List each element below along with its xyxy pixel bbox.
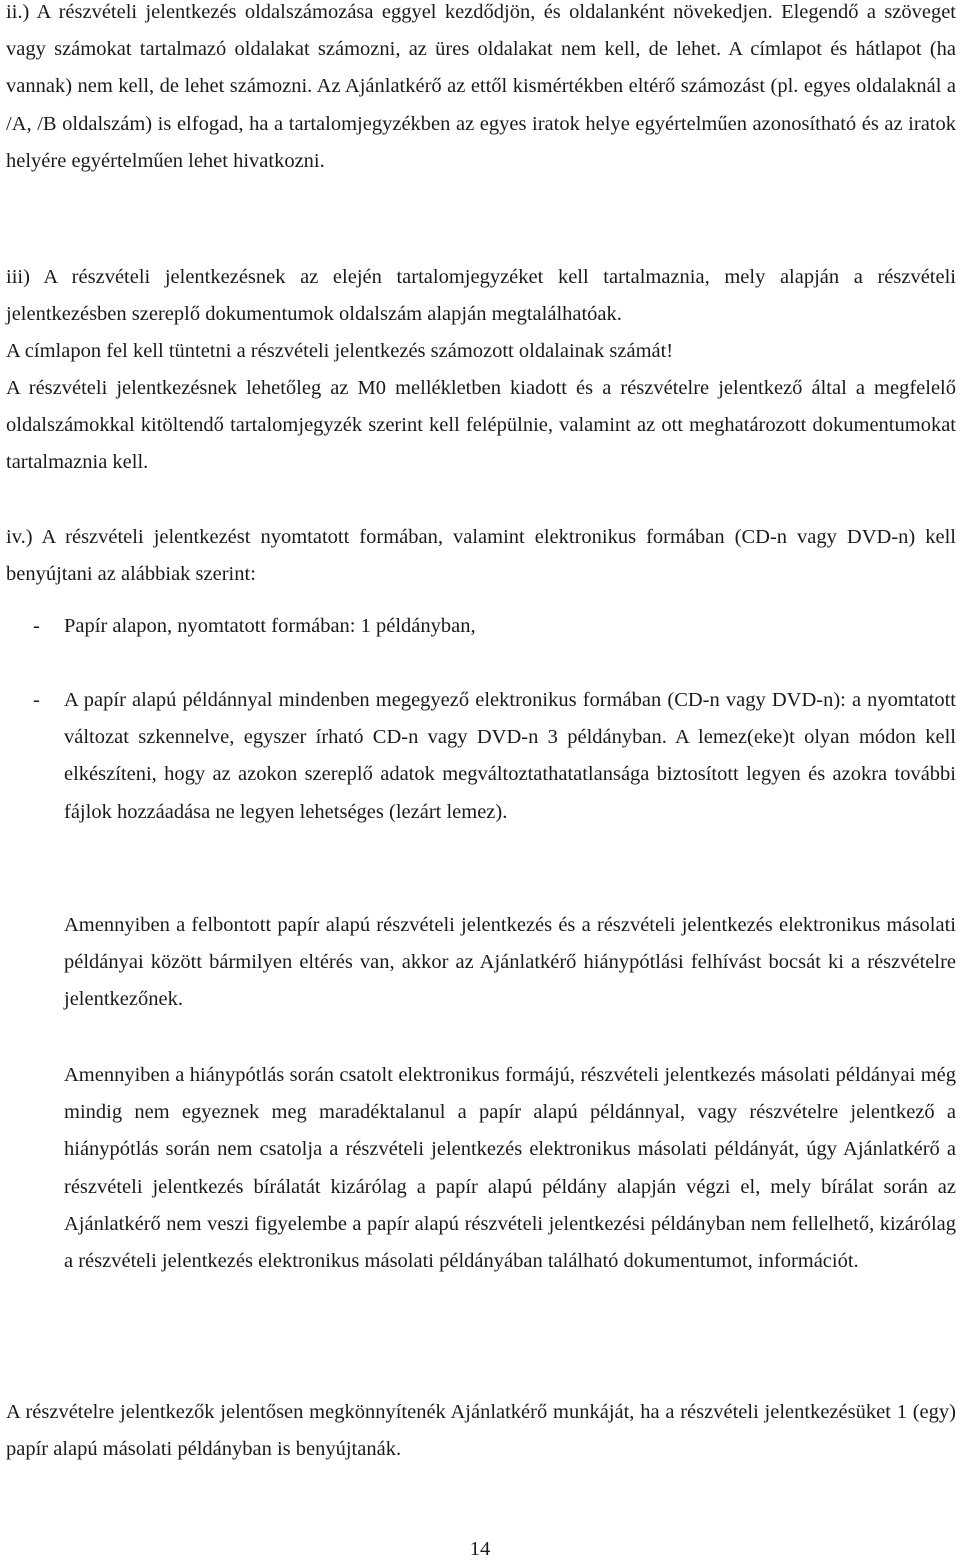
page-number: 14 [469, 1538, 491, 1560]
dash-marker: - [33, 689, 40, 711]
section-iii-paragraph: iii) A részvételi jelentkezésnek az elején tartalomjegyzéket kell tartalmaznia, mely alapján a részvételi jelentkezésben szereplő dokumentumok oldalszám alapján megtalálhatóak. [6, 266, 956, 326]
section-iv-paragraph: iv.) A részvételi jelentkezést nyomtatott formában, valamint elektronikus formában (CD-n vagy DVD-n) kell benyújtani az alábbiak szerint: [6, 526, 956, 586]
list-item-text: A papír alapú példánnyal mindenben megegyező elektronikus formában (CD-n vagy DVD-n): a nyomtatott változat szkennelve, egyszer írható CD-n vagy DVD-n 3 példányban. A lemez(eke)t olyan módon kell elkészíteni, hogy az azokon szereplő adatok megváltoztathatatlansága biztosított legyen és azokra további fájlok hozzáadása ne legyen lehetséges (lezárt lemez). [64, 689, 956, 823]
list-item-text: Papír alapon, nyomtatott formában: 1 példányban, [64, 615, 476, 637]
section-ii-paragraph: ii.) A részvételi jelentkezés oldalszámozása eggyel kezdődjön, és oldalanként növekedjen. Elegendő a szöveget vagy számokat tartalmazó oldalakat számozni, az üres oldalakat nem kell, de lehet. A címlapot és hátlapot (ha vannak) nem kell, de lehet számozni. Az Ajánlatkérő az ettől kismértékben eltérő számozást (pl. egyes oldalaknál a /A, /B oldalszám) is elfogad, ha a tartalomjegyzékben az egyes iratok helye egyértelműen azonosítható és az iratok helyére egyértelműen lehet hivatkozni. [6, 1, 956, 172]
closing-paragraph: A részvételre jelentkezők jelentősen megkönnyítenék Ajánlatkérő munkáját, ha a részvételi jelentkezésüket 1 (egy) papír alapú másolati példányban is benyújtanák. [6, 1401, 956, 1461]
discrepancy-paragraph: Amennyiben a felbontott papír alapú részvételi jelentkezés és a részvételi jelentkezés elektronikus másolati példányai között bármilyen eltérés van, akkor az Ajánlatkérő hiánypótlási felhívást bocsát ki a részvételre jelentkezőnek. [64, 914, 956, 1011]
list-item [6, 608, 956, 645]
dash-marker: - [33, 615, 40, 637]
cover-note-paragraph: A címlapon fel kell tüntetni a részvételi jelentkezés számozott oldalainak számát! [6, 340, 674, 362]
structure-note-paragraph: A részvételi jelentkezésnek lehetőleg az M0 mellékletben kiadott és a részvételre jelentkező által a megfelelő oldalszámokkal kitöltendő tartalomjegyzék szerint kell felépülnie, valamint az ott meghatározott dokumentumokat tartalmaznia kell. [6, 377, 956, 474]
list-item [6, 682, 956, 831]
remediation-paragraph: Amennyiben a hiánypótlás során csatolt elektronikus formájú, részvételi jelentkezés másolati példányai még mindig nem egyeznek meg maradéktalanul a papír alapú példánnyal, vagy részvételre jelentkező a hiánypótlás során nem csatolja a részvételi jelentkezés elektronikus másolati példányát, úgy Ajánlatkérő a részvételi jelentkezés bírálatát kizárólag a papír alapú példány alapján végzi el, mely bírálat során az Ajánlatkérő nem veszi figyelembe a papír alapú részvételi jelentkezési példányban nem fellelhető, kizárólag a részvételi jelentkezés elektronikus másolati példányában található dokumentumot, információt. [64, 1064, 956, 1273]
